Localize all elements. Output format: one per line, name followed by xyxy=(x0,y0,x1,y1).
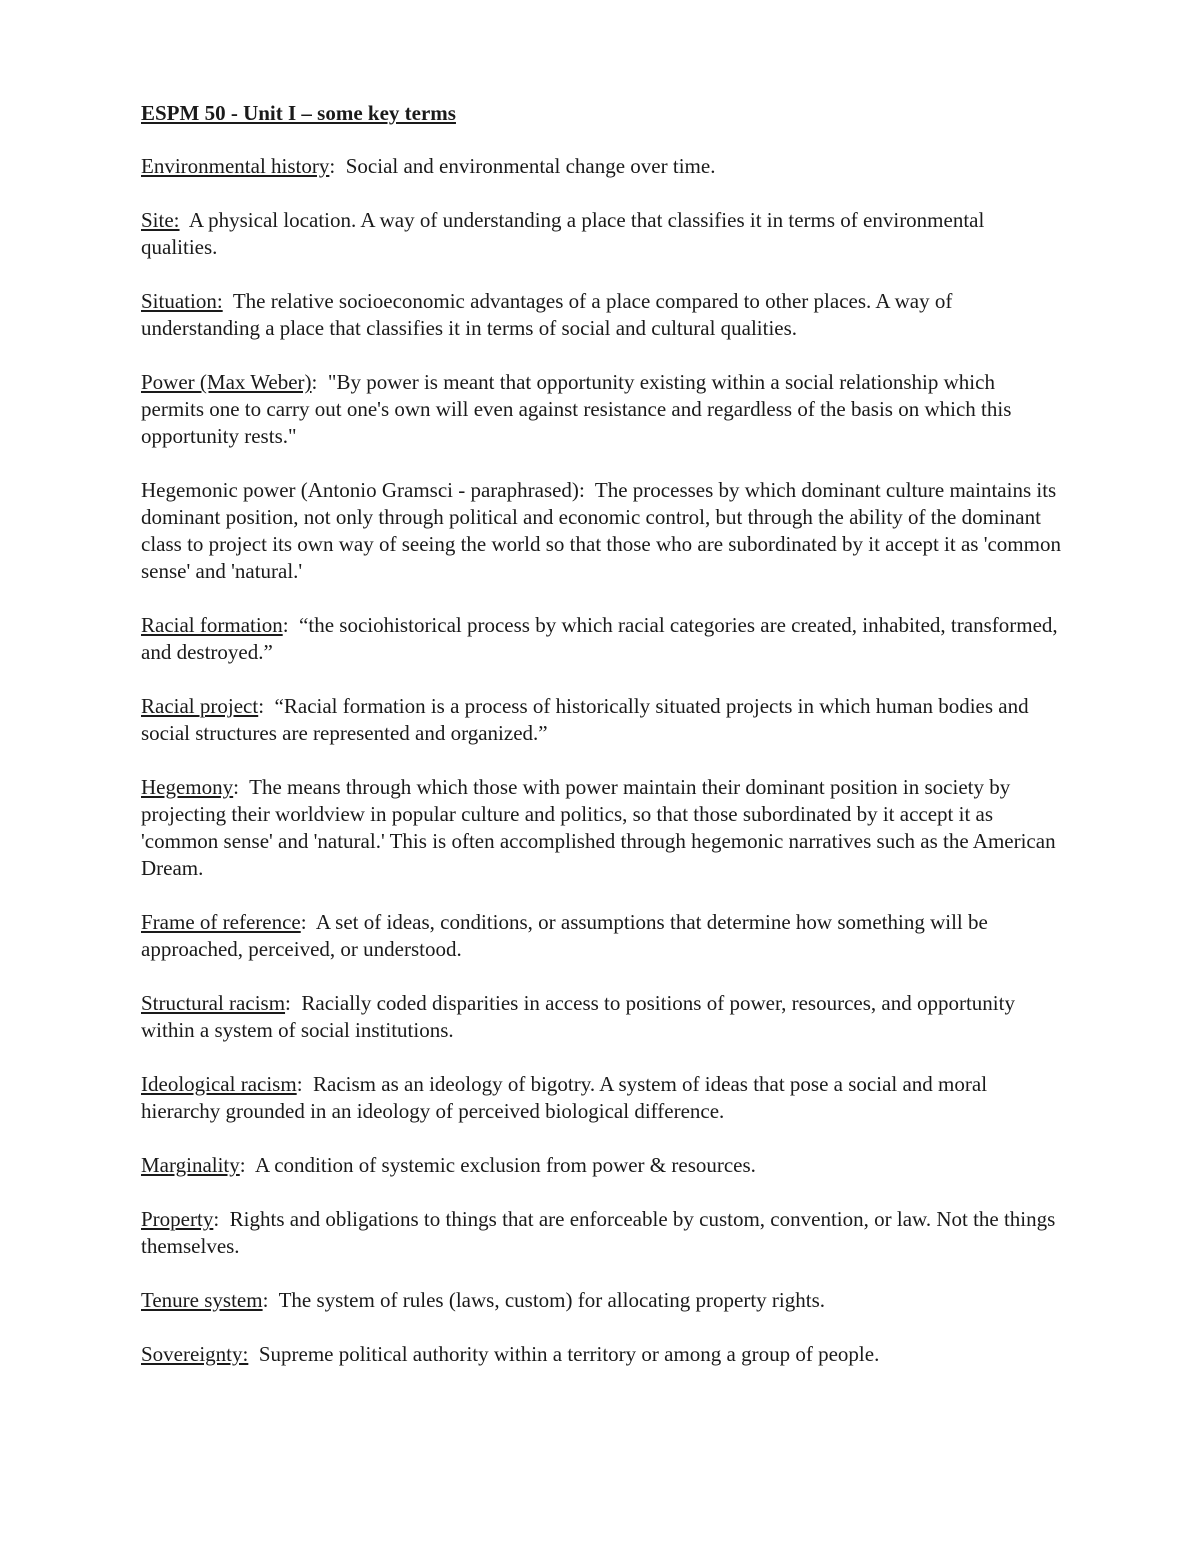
glossary-entry xyxy=(141,477,1061,585)
term-separator: : xyxy=(213,1207,230,1231)
glossary-definition: Supreme political authority within a territory or among a group of people. xyxy=(258,1342,880,1366)
glossary-entry xyxy=(141,1152,1061,1179)
glossary-entry xyxy=(141,207,1061,261)
glossary-entry xyxy=(141,288,1061,342)
term-separator xyxy=(180,208,189,232)
glossary-term: Structural racism xyxy=(141,991,286,1015)
term-separator: : xyxy=(578,478,595,502)
document-title: ESPM 50 - Unit I – some key terms xyxy=(141,101,456,125)
glossary-entry xyxy=(141,990,1061,1044)
glossary-term: Frame of reference xyxy=(141,910,301,934)
term-separator: : xyxy=(296,1072,314,1096)
glossary-term: Sovereignty: xyxy=(141,1342,249,1366)
glossary-list xyxy=(141,153,1061,1368)
glossary-definition: Social and environmental change over time. xyxy=(345,154,716,178)
glossary-entry xyxy=(141,153,1061,180)
glossary-term: Tenure system xyxy=(141,1288,263,1312)
glossary-term: Racial project xyxy=(141,694,259,718)
glossary-definition: Racism as an ideology of bigotry. A system of ideas that pose a social and moral hierarchy grounded in an ideology of perceived biological difference. xyxy=(141,1072,988,1123)
glossary-term: Site: xyxy=(141,208,180,232)
glossary-term: Racial formation xyxy=(141,613,283,637)
glossary-definition: A condition of systemic exclusion from power & resources. xyxy=(254,1153,756,1177)
glossary-term: Power (Max Weber) xyxy=(141,370,312,394)
glossary-entry xyxy=(141,1287,1061,1314)
term-separator: : xyxy=(282,613,300,637)
term-separator: : xyxy=(285,991,302,1015)
glossary-entry xyxy=(141,369,1061,450)
glossary-entry xyxy=(141,693,1061,747)
glossary-definition: The means through which those with power maintain their dominant position in society by projecting their worldview in popular culture and politics, so that those subordinated by it accept it as 'common sense' and 'natural.' This is often accomplished through hegemonic narratives such as the American Dream. xyxy=(141,775,1056,880)
glossary-definition: The processes by which dominant culture maintains its dominant position, not only through political and economic control, but through the ability of the dominant class to project its own way of seeing the world so that those who are subordinated by it accept it as 'common sense' and 'natural.' xyxy=(141,478,1061,583)
glossary-term: Hegemony xyxy=(141,775,234,799)
term-separator xyxy=(223,289,233,313)
term-separator: : xyxy=(311,370,328,394)
glossary-definition: "By power is meant that opportunity existing within a social relationship which permits one to carry out one's own will even against resistance and regardless of the basis on which this opportunity rests." xyxy=(141,370,1012,448)
glossary-entry xyxy=(141,1071,1061,1125)
glossary-term: Ideological racism xyxy=(141,1072,297,1096)
glossary-term: Hegemonic power (Antonio Gramsci - paraphrased) xyxy=(141,478,579,502)
term-separator xyxy=(248,1342,259,1366)
document-page xyxy=(141,100,1061,1395)
term-separator: : xyxy=(300,910,316,934)
glossary-entry xyxy=(141,612,1061,666)
term-separator: : xyxy=(329,154,346,178)
glossary-entry xyxy=(141,774,1061,882)
glossary-term: Environmental history xyxy=(141,154,330,178)
glossary-definition: The relative socioeconomic advantages of a place compared to other places. A way of understanding a place that classifies it in terms of social and cultural qualities. xyxy=(141,289,953,340)
glossary-term: Marginality xyxy=(141,1153,240,1177)
glossary-definition: Rights and obligations to things that are enforceable by custom, convention, or law. Not the things themselves. xyxy=(141,1207,1056,1258)
glossary-definition: A physical location. A way of understanding a place that classifies it in terms of environmental qualities. xyxy=(141,208,985,259)
glossary-entry xyxy=(141,1341,1061,1368)
glossary-term: Property xyxy=(141,1207,214,1231)
glossary-definition: “the sociohistorical process by which racial categories are created, inhabited, transformed, and destroyed.” xyxy=(141,613,1058,664)
term-separator: : xyxy=(262,1288,279,1312)
term-separator: : xyxy=(258,694,275,718)
glossary-definition: Racially coded disparities in access to positions of power, resources, and opportunity within a system of social institutions. xyxy=(141,991,1015,1042)
term-separator: : xyxy=(233,775,250,799)
glossary-definition: A set of ideas, conditions, or assumptions that determine how something will be approached, perceived, or understood. xyxy=(141,910,988,961)
glossary-entry xyxy=(141,1206,1061,1260)
glossary-term: Situation: xyxy=(141,289,223,313)
glossary-definition: “Racial formation is a process of historically situated projects in which human bodies and social structures are represented and organized.” xyxy=(141,694,1029,745)
term-separator: : xyxy=(239,1153,255,1177)
glossary-definition: The system of rules (laws, custom) for allocating property rights. xyxy=(278,1288,826,1312)
glossary-entry xyxy=(141,909,1061,963)
